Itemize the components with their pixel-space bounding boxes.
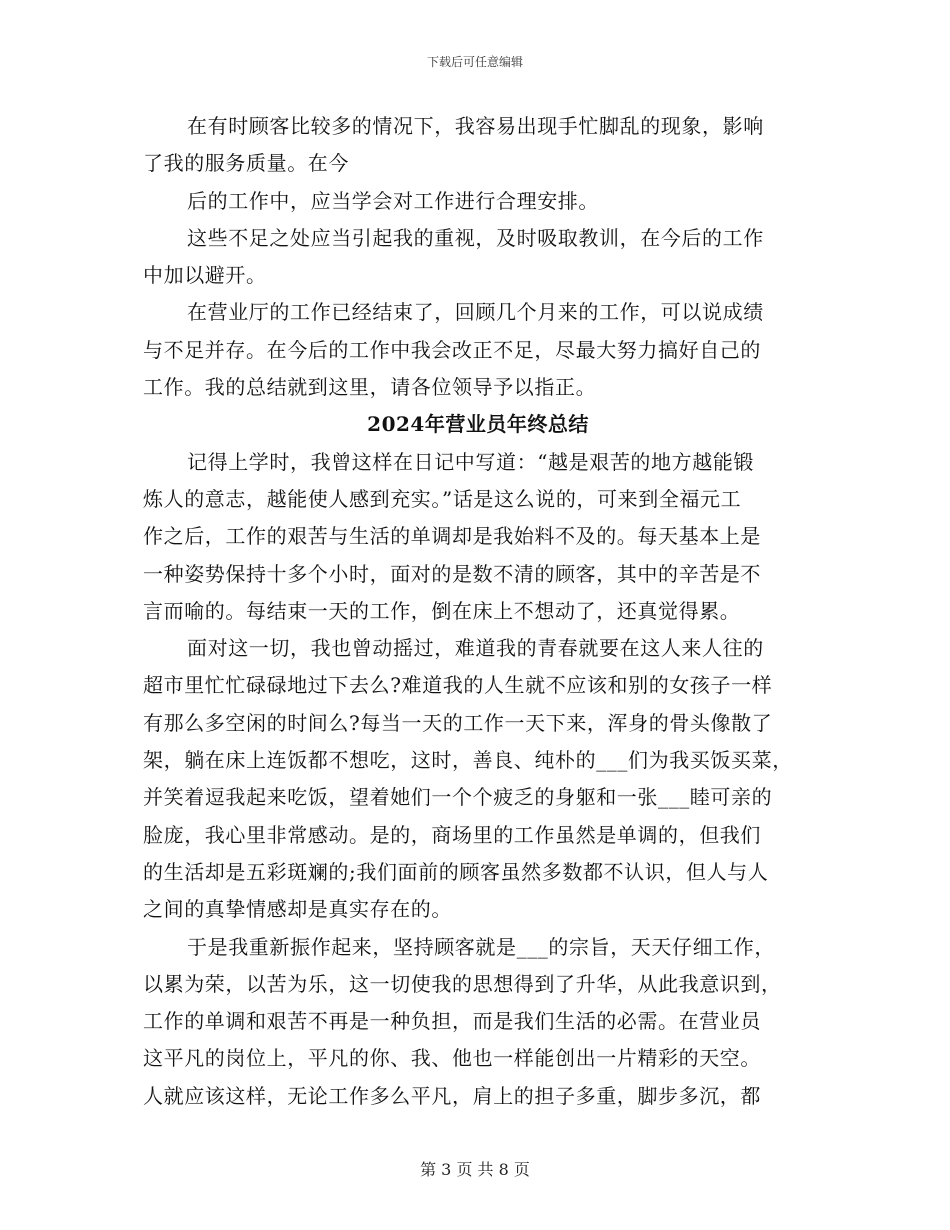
page-number-footer: 第 3 页 共 8 页 (420, 1160, 530, 1179)
paragraph-line: 与不足并存。在今后的工作中我会改正不足，尽最大努力搞好自己的 (143, 337, 761, 362)
paragraph-line: 的生活却是五彩斑斓的;我们面前的顾客虽然多数都不认识，但人与人 (143, 859, 769, 884)
paragraph-line: 并笑着逗我起来吃饭，望着她们一个个疲乏的身躯和一张___睦可亲的 (143, 785, 773, 810)
paragraph-line: 于是我重新振作起来，坚持顾客就是___的宗旨，天天仔细工作， (187, 934, 775, 959)
paragraph-line: 这些不足之处应当引起我的重视，及时吸取教训，在今后的工作 (187, 225, 764, 250)
paragraph-line: 作之后，工作的艰苦与生活的单调却是我始料不及的。每天基本上是 (143, 524, 761, 549)
paragraph-line: 之间的真挚情感却是真实存在的。 (143, 897, 452, 922)
paragraph-line: 以累为荣，以苦为乐，这一切使我的思想得到了升华，从此我意识到， (143, 971, 782, 996)
paragraph-line: 工作。我的总结就到这里，请各位领导予以指正。 (143, 375, 597, 400)
paragraph-line: 后的工作中，应当学会对工作进行合理安排。 (187, 188, 599, 213)
paragraph-line: 工作的单调和艰苦不再是一种负担，而是我们生活的必需。在营业员 (143, 1009, 761, 1034)
paragraph-line: 有那么多空闲的时间么?每当一天的工作一天下来，浑身的骨头像散了 (143, 710, 773, 735)
paragraph-line: 人就应该这样，无论工作多么平凡，肩上的担子多重，脚步多沉，都 (143, 1083, 761, 1108)
paragraph-line: 在营业厅的工作已经结束了，回顾几个月来的工作，可以说成绩 (187, 300, 764, 325)
paragraph-line: 在有时顾客比较多的情况下，我容易出现手忙脚乱的现象，影响 (187, 114, 764, 138)
paragraph-line: 超市里忙忙碌碌地过下去么?难道我的人生就不应该和别的女孩子一样 (143, 673, 773, 698)
section-title: 2024年营业员年终总结 (367, 412, 589, 437)
paragraph-line: 了我的服务质量。在今 (143, 151, 349, 176)
paragraph-line: 一种姿势保持十多个小时，面对的是数不清的顾客，其中的辛苦是不 (143, 561, 761, 586)
paragraph-line: 脸庞，我心里非常感动。是的，商场里的工作虽然是单调的，但我们 (143, 822, 761, 847)
paragraph-line: 中加以避开。 (143, 263, 267, 288)
document-body (143, 108, 813, 1115)
paragraph-line: 面对这一切，我也曾动摇过，难道我的青春就要在这人来人往的 (187, 636, 764, 661)
paragraph-line: 记得上学时，我曾这样在日记中写道：“越是艰苦的地方越能锻 (187, 449, 755, 474)
paragraph-line: 这平凡的岗位上，平凡的你、我、他也一样能创出一片精彩的天空。 (143, 1046, 761, 1071)
paragraph-line: 言而喻的。每结束一天的工作，倒在床上不想动了，还真觉得累。 (143, 598, 741, 623)
paragraph-line: 炼人的意志，越能使人感到充实。”话是这么说的，可来到全福元工 (143, 486, 742, 511)
page-header: 下载后可任意编辑 (426, 55, 523, 69)
paragraph-line: 架，躺在床上连饭都不想吃，这时，善良、纯朴的___们为我买饭买菜， (143, 748, 793, 773)
